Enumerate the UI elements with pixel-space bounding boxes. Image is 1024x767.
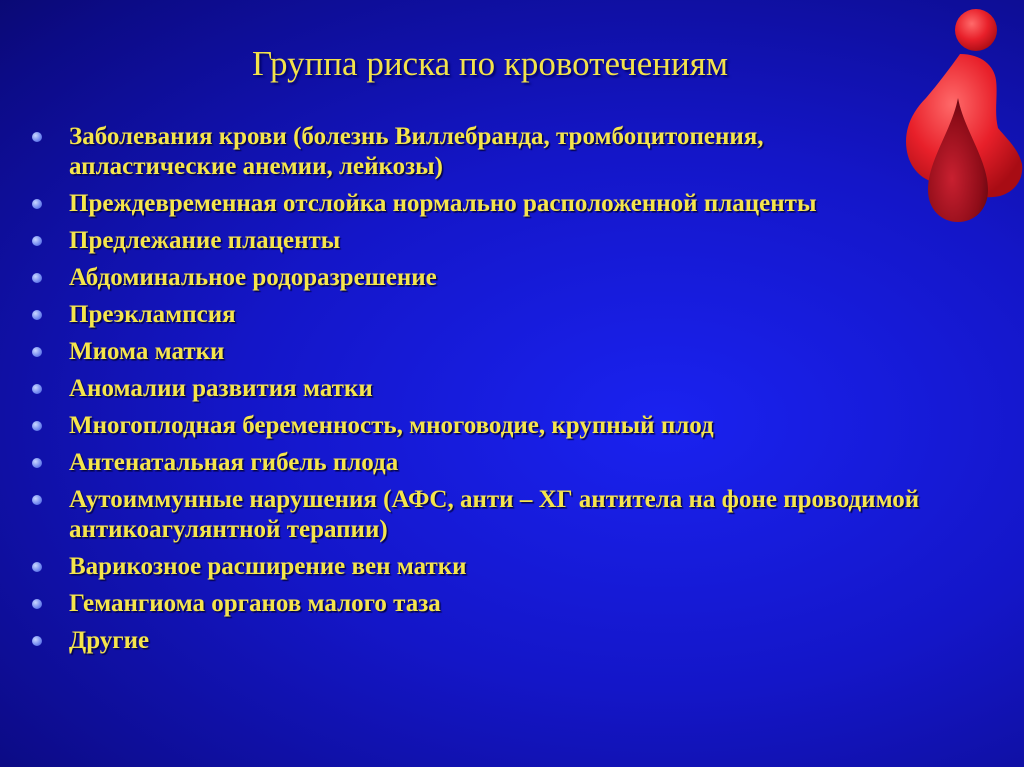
list-item-text: Абдоминальное родоразрешение <box>69 264 437 291</box>
bullet-icon <box>32 273 42 283</box>
list-item-text: Антенатальная гибель плода <box>69 449 399 476</box>
list-item-text: Преждевременная отслойка нормально расположенной плаценты <box>69 190 817 217</box>
bullet-icon <box>32 495 42 505</box>
list-item <box>32 626 932 656</box>
bullet-icon <box>32 347 42 357</box>
bullet-icon <box>32 132 42 142</box>
list-item <box>32 374 932 404</box>
list-item <box>32 300 932 330</box>
list-item-text: Многоплодная беременность, многоводие, крупный плод <box>69 412 714 439</box>
list-item <box>32 226 932 256</box>
list-item-text: Аутоиммунные нарушения (АФС, анти – ХГ антитела на фоне проводимой антикоагулянтной терапии) <box>69 486 920 543</box>
list-item <box>32 122 932 182</box>
bullet-icon <box>32 599 42 609</box>
list-item <box>32 337 932 367</box>
list-item-text: Преэклампсия <box>69 301 236 328</box>
bullet-icon <box>32 236 42 246</box>
bullet-icon <box>32 562 42 572</box>
bullet-list <box>32 122 932 663</box>
list-item <box>32 448 932 478</box>
list-item <box>32 411 932 441</box>
list-item-text: Аномалии развития матки <box>69 375 373 402</box>
list-item-text: Гемангиома органов малого таза <box>69 590 441 617</box>
bullet-icon <box>32 199 42 209</box>
pregnant-figure-icon <box>890 0 1024 230</box>
list-item <box>32 263 932 293</box>
figure-head <box>955 9 997 51</box>
list-item <box>32 552 932 582</box>
list-item-text: Варикозное расширение вен матки <box>69 553 467 580</box>
list-item <box>32 485 932 545</box>
list-item-text: Другие <box>69 627 150 654</box>
list-item-text: Предлежание плаценты <box>69 227 341 254</box>
list-item-text: Заболевания крови (болезнь Виллебранда, тромбоцитопения, апластические анемии, лейкозы) <box>69 123 764 180</box>
bullet-icon <box>32 310 42 320</box>
bullet-icon <box>32 384 42 394</box>
page-title: Группа риска по кровотечениям <box>252 44 728 83</box>
bullet-icon <box>32 421 42 431</box>
list-item <box>32 189 932 219</box>
list-item <box>32 589 932 619</box>
bullet-icon <box>32 458 42 468</box>
bullet-icon <box>32 636 42 646</box>
list-item-text: Миома матки <box>69 338 225 365</box>
